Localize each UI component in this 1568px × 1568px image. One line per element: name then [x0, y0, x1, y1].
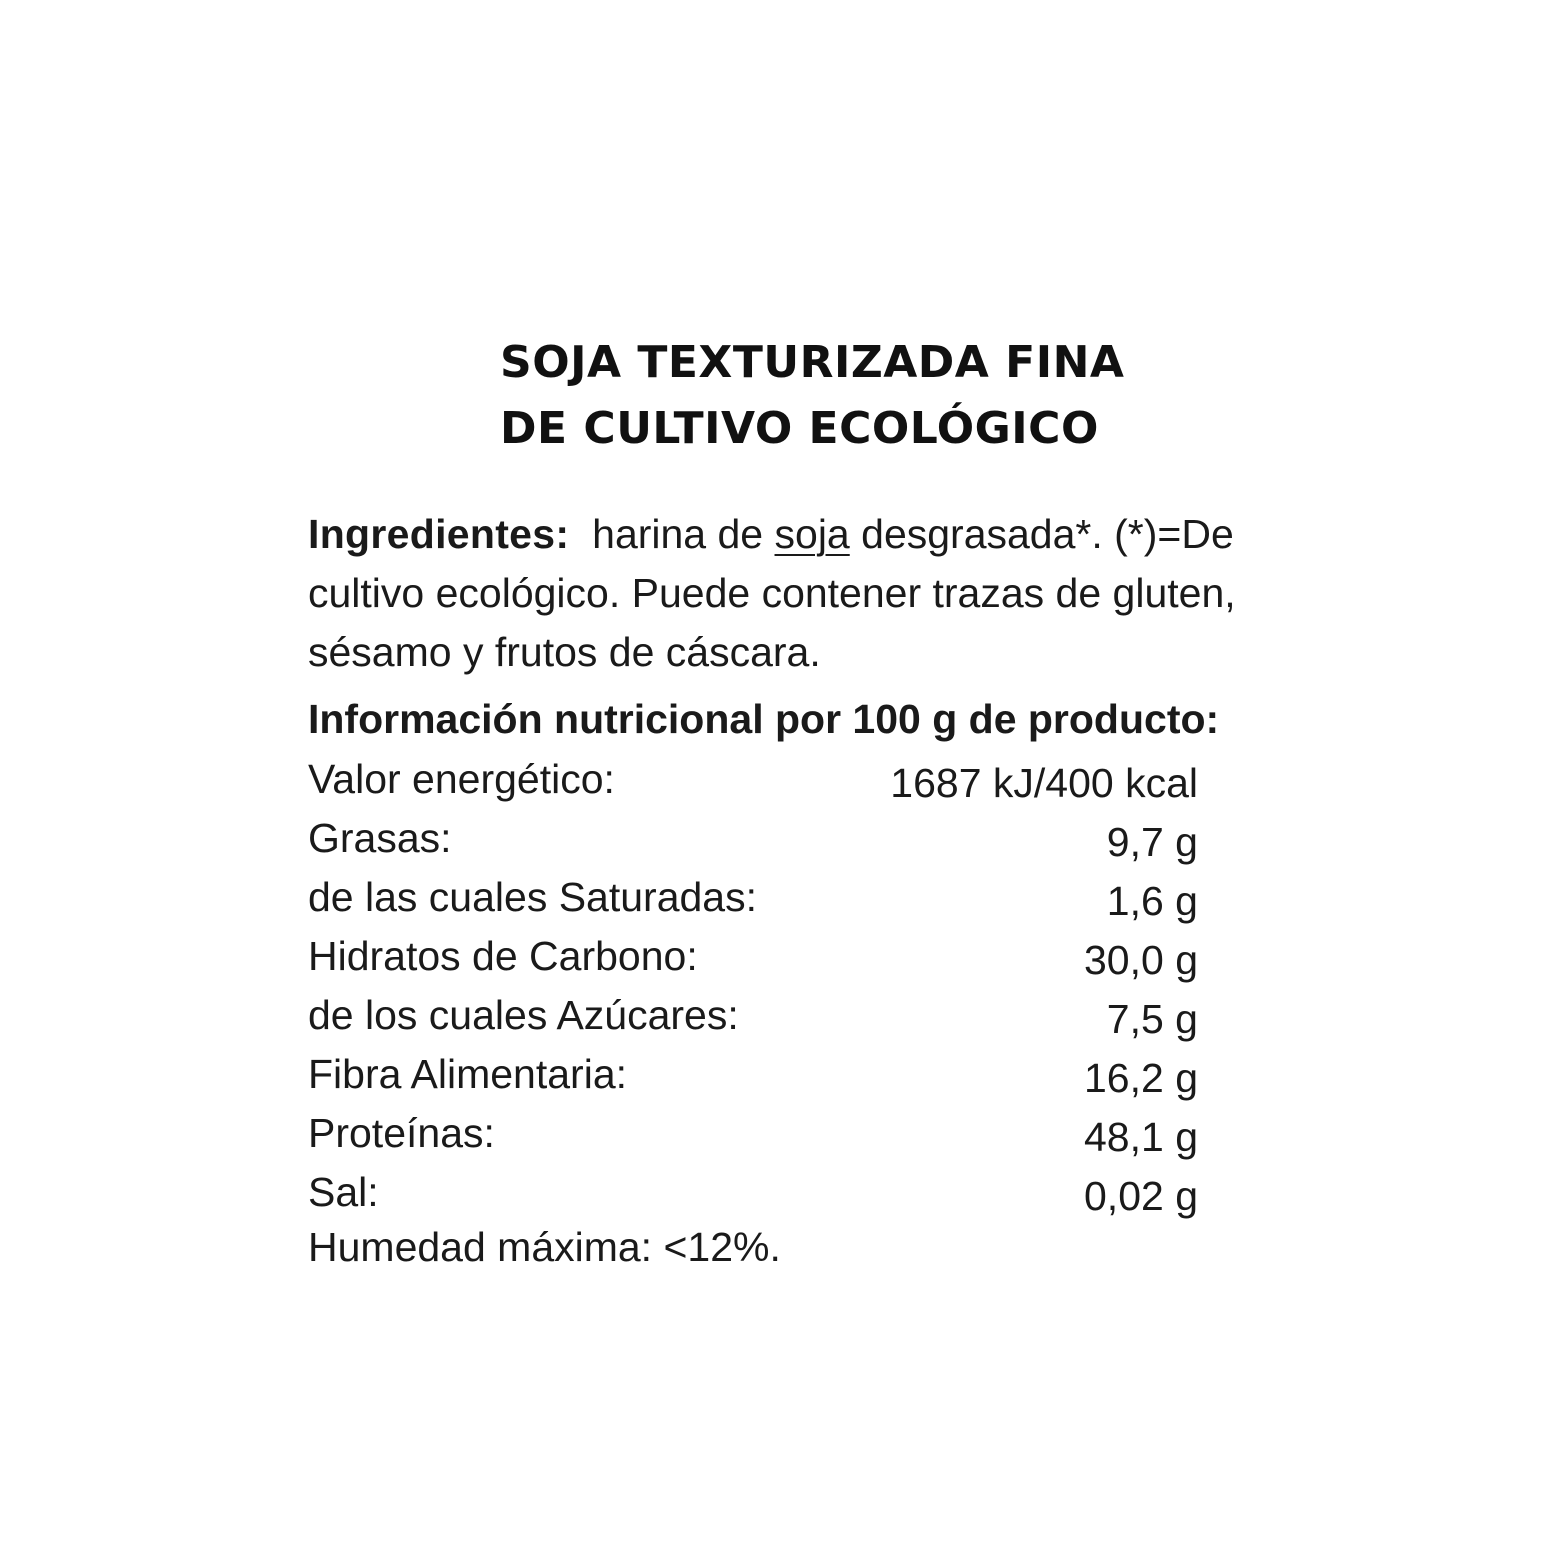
nutrient-value: 1687 kJ/400 kcal: [890, 760, 1198, 806]
nutrient-name: Hidratos de Carbono:: [308, 933, 698, 979]
humidity-note: Humedad máxima: <12%.: [308, 1224, 781, 1270]
nutrient-name: Proteínas:: [308, 1110, 495, 1156]
allergen-soja: soja: [774, 511, 850, 557]
nutrition-row-fat: [308, 809, 1198, 868]
nutrition-row-carbohydrates: [308, 927, 1198, 986]
nutrient-value: 1,6 g: [1106, 878, 1198, 924]
ingredients-label: Ingredientes:: [308, 511, 570, 557]
nutrient-name: Sal:: [308, 1169, 379, 1215]
ingredients-paragraph: [308, 505, 1268, 682]
nutrient-value: 16,2 g: [1084, 1055, 1198, 1101]
nutrition-row-saturated: [308, 868, 1198, 927]
nutrient-value: 7,5 g: [1106, 996, 1198, 1042]
nutrient-name: de las cuales Saturadas:: [308, 874, 757, 920]
nutrient-value: 48,1 g: [1084, 1114, 1198, 1160]
nutrition-row-salt: [308, 1163, 1198, 1222]
ingredients-text-after: desgrasada*. (*)=De cultivo ecológico. Puede contener trazas de gluten, sésamo y frutos de cáscara.: [308, 511, 1236, 675]
nutrition-row-fibre: [308, 1045, 1198, 1104]
nutrient-value: 9,7 g: [1106, 819, 1198, 865]
nutrient-name: Valor energético:: [308, 756, 615, 802]
nutrient-value: 30,0 g: [1084, 937, 1198, 983]
nutrient-value: 0,02 g: [1084, 1173, 1198, 1219]
nutrient-name: de los cuales Azúcares:: [308, 992, 739, 1038]
product-title-line-2: DE CULTIVO ECOLÓGICO: [500, 403, 1099, 454]
product-title: [500, 330, 1180, 462]
ingredients-text-before: harina de: [592, 511, 764, 557]
nutrition-row-energy: [308, 750, 1198, 809]
nutrition-heading: Información nutricional por 100 g de producto:: [308, 696, 1220, 742]
nutrient-name: Fibra Alimentaria:: [308, 1051, 628, 1097]
nutrient-name: Grasas:: [308, 815, 452, 861]
nutrition-row-protein: [308, 1104, 1198, 1163]
nutrition-table: [308, 750, 1198, 1222]
product-title-line-1: SOJA TEXTURIZADA FINA: [500, 337, 1125, 388]
nutrition-row-sugars: [308, 986, 1198, 1045]
